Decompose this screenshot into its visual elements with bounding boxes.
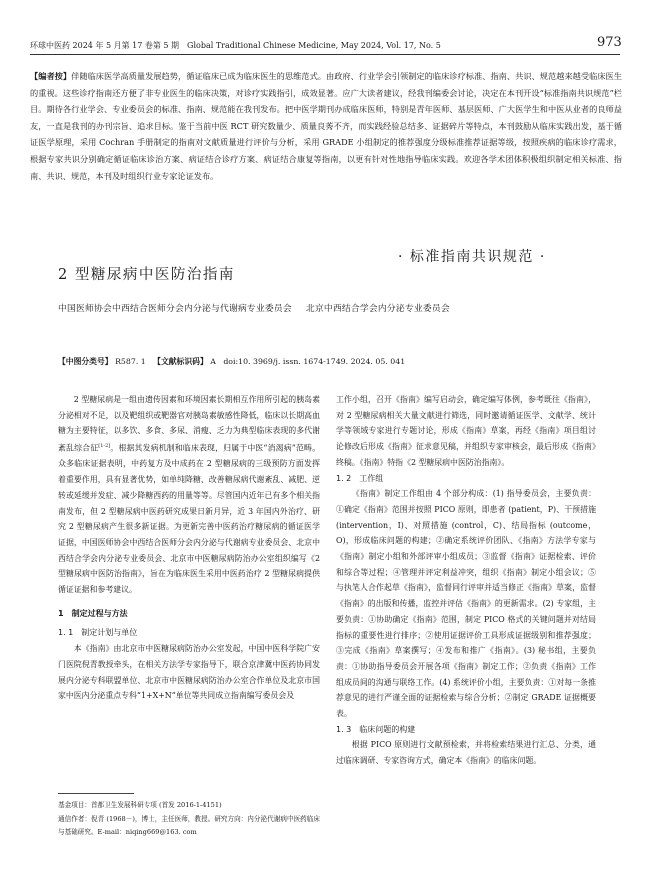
author-affiliations	[58, 300, 578, 318]
doc-code-value: A	[210, 357, 216, 366]
intro-text-end: 。根据其发病机制和临床表现，归属于中医“消渴病”范畴。众多临床证据表明，中药复方及中成药在 2 型糖尿病的三级预防方面发挥着重要作用，具有显著优势，如单纯降糖、改善糖尿病代谢紊乱、减肥、逆转或延缓并发症、减少降糖西药的用量等等。尽管国内近年已有多个相关指南发布，但 2 型糖尿病中医药研究成果日新月异，近 3 年国内外治疗、研究 2 型糖尿病产生很多新证据。为更新完善中医药治疗糖尿病的循证医学证据，中国医师协会中西结合医师分会内分泌与代谢病专业委员会、北京中西结合学会内分泌专业委员会、北京市中医糖尿病防治办公室组织编写《2 型糖尿病中医防治指南》，旨在为临床医生采用中医药治疗 2 型糖尿病提供循证证据和参考建议。	[58, 443, 320, 595]
section-1-1-heading: 1. 1 制定计划与单位	[58, 628, 138, 638]
author-org-1: 中国医师协会中西结合医师分会内分泌与代谢病专业委员会	[58, 304, 292, 314]
section-1-3-heading: 1. 3 临床问题的构建	[336, 724, 416, 734]
classification-line	[58, 356, 405, 367]
column-title: · 标准指南共识规范 ·	[398, 249, 546, 265]
citation-ref: [1-2]	[98, 443, 111, 450]
section-1-2-text: 《指南》制定工作组由 4 个部分构成：(1) 指导委员会，主要负责：①确定《指南》范围并按照 PICO 原则，即患者 (patient，P)、干预措施 (intervention，I)、对照措施 (control，C)、结局指标 (outcome，O)，形成临床问题的构建；②确定系统评价团队、《指南》方法学专家与《指南》制定小组和外部评审小组成员；③监督《指南》证据检索、评价和综合等过程；④管理并评定利益冲突，组织《指南》制定小组会议；⑤与执笔人合作起草《指南》，监督同行评审并适当修正《指南》草案，监督《指南》的出版和传播，监控并评估《指南》的更新需求。(2) 专家组，主要负责：①协助确定《指南》范围，制定 PICO 格式的关键问题并对结局指标的重要性进行排序；②使用证据评价工具形成证据级别和推荐强度；③完成《指南》草案撰写；④发布和推广《指南》。(3) 秘书组，主要负责：①协助指导委员会开展各项《指南》制定工作；②负责《指南》工作组成员间的沟通与联络工作。(4) 系统评价小组，主要负责：①对每一条推荐意见的进行严谨全面的证据检索与综合分析；②制定 GRADE 证据概要表。	[336, 489, 596, 719]
section-1-heading: 1 制定过程与方法	[58, 608, 128, 618]
editor-note	[30, 68, 622, 184]
continued-text: 工作小组，召开《指南》编写启动会，确定编写体例，参考既往《指南》，对 2 型糖尿病相关大量文献进行筛选，同时邀请循证医学、文献学、统计学等领域专家进行专题讨论，形成《指南》草案，再经《指南》项目组讨论修改后形成《指南》征求意见稿，并组织专家审核会，最后形成《指南》终稿。《指南》特指《2 型糖尿病中医防治指南》。	[336, 395, 596, 467]
journal-header: 环球中医药 2024 年 5 月第 17 卷第 5 期 Global Traditional Chinese Medicine, May 2024, Vol. 17, No. 5	[30, 41, 441, 50]
intro-text: 2 型糖尿病是一组由遗传因素和环境因素长期相互作用所引起的胰岛素分泌相对不足，以及靶组织或靶器官对胰岛素敏感性降低，临床以长期高血糖为主要特征，以多饮、多食、多尿、消瘦、乏力为典型临床表现的多代谢紊乱综合征	[58, 395, 320, 453]
footnote-divider	[58, 793, 134, 794]
right-column	[336, 392, 596, 769]
section-1-3-text: 根据 PICO 原则进行文献预检索，并将检索结果进行汇总、分类，通过临床调研、专家咨询方式，确定本《指南》的临床问题。	[336, 740, 596, 766]
doc-code-label: 【文献标识码】	[153, 357, 208, 366]
author-org-2: 北京中西结合学会内分泌专业委员会	[305, 304, 450, 314]
editor-note-label: 【编者按】	[30, 71, 72, 81]
intro-paragraph	[58, 392, 320, 598]
clc-value: R587. 1	[115, 357, 146, 366]
article-title: 2 型糖尿病中医防治指南	[58, 267, 235, 283]
section-1-1-text: 本《指南》由北京市中医糖尿病防治办公室发起，中国中医科学院广安门医院倪青教授牵头，在相关方法学专家指导下，联合京津冀中医药协同发展内分泌专科联盟单位、北京市中医糖尿病防治办公室合作单位及北京市国家中医内分泌重点专科“1+X+N”单位等共同成立指南编写委员会及	[58, 644, 320, 701]
fund-footnote: 基金项目：首都卫生发展科研专项 (首发 2016-1-4151)	[58, 801, 222, 809]
editor-note-text: 伴随临床医学高质量发展趋势，循证临床已成为临床医生的思维范式。由政府、行业学会引领制定的临床诊疗标准、指南、共识、规范越来越受临床医生的重视。这些诊疗指南还方便了非专业医生的临床决策，对诊疗实践指引，成效显著。应广大读者建议，经我刊编委会讨论，决定在本刊开设“标准指南共识规范”栏目。期待各行业学会、专业委员会的标准、指南、规范能在我刊发布。把中医学期刊办成临床医师，特别是青年医师、基层医师、广大医学生和中医从业者的良师益友，一直是我刊的办刊宗旨、追求目标。鉴于当前中医 RCT 研究数量少、质量良莠不齐，而实践经验总结多、证据碎片等特点，本刊鼓励从临床实践出发，基于循证医学原理，采用 Cochran 手册制定的指南对文献质量进行评价与分析，采用 GRADE 小组制定的推荐强度分级标准推荐证据等级，按照疾病的临床诊疗需求，根据专家共识分别确定循证临床诊治方案、病证结合诊疗方案、病证结合康复等指南，以更有针对性地指导临床实践。欢迎各学术团体积极组织制定相关标准、指南、共识、规范，本刊及时组织行业专家论证发布。	[30, 71, 622, 181]
doi: doi:10. 3969/j. issn. 1674-1749. 2024. 05. 041	[223, 357, 406, 366]
author-footnote: 通信作者：倪青 (1968－)，博士，主任医师，教授。研究方向：内分泌代谢病中医药临床与基础研究。E-mail：niqing669@163. com	[58, 814, 320, 836]
left-column	[58, 392, 320, 704]
header-divider	[30, 54, 620, 55]
section-1-2-heading: 1. 2 工作组	[336, 473, 384, 483]
footnotes	[58, 799, 320, 840]
clc-label: 【中图分类号】	[58, 357, 113, 366]
page-number: 973	[597, 35, 622, 50]
